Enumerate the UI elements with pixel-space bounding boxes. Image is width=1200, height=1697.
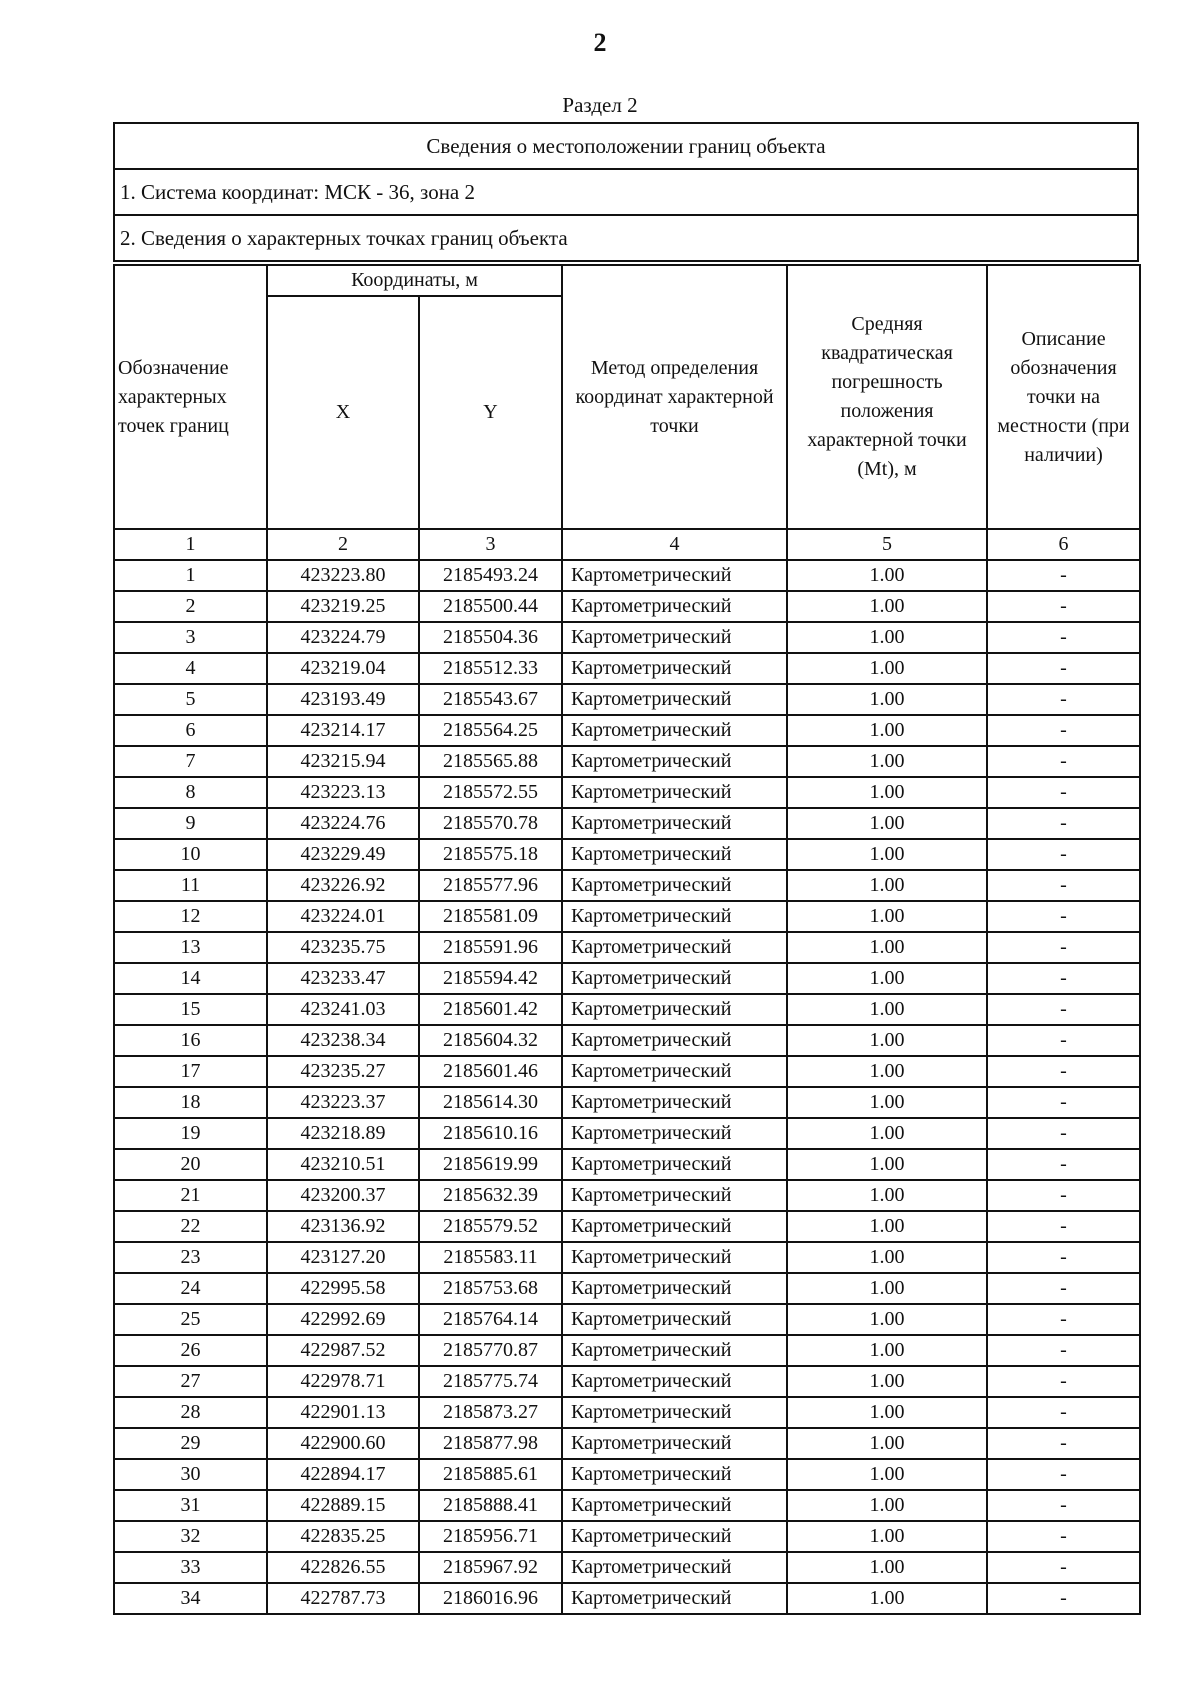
y-coordinate-cell: 2185888.41 xyxy=(419,1490,562,1521)
table-row xyxy=(114,1211,1140,1242)
description-cell: - xyxy=(987,653,1140,684)
accuracy-cell: 1.00 xyxy=(787,715,987,746)
x-coordinate-cell: 423223.80 xyxy=(267,560,419,591)
page-number: 2 xyxy=(593,28,607,57)
y-coordinate-cell: 2185619.99 xyxy=(419,1149,562,1180)
method-cell: Картометрический xyxy=(562,963,787,994)
y-coordinate-cell: 2185591.96 xyxy=(419,932,562,963)
accuracy-cell: 1.00 xyxy=(787,1397,987,1428)
method-cell: Картометрический xyxy=(562,1242,787,1273)
accuracy-cell: 1.00 xyxy=(787,560,987,591)
accuracy-cell: 1.00 xyxy=(787,653,987,684)
table-row xyxy=(114,808,1140,839)
accuracy-cell: 1.00 xyxy=(787,1273,987,1304)
y-coordinate-cell: 2185543.67 xyxy=(419,684,562,715)
method-cell: Картометрический xyxy=(562,1428,787,1459)
description-cell: - xyxy=(987,684,1140,715)
point-number-cell: 28 xyxy=(114,1397,267,1428)
table-row xyxy=(114,870,1140,901)
method-cell: Картометрический xyxy=(562,1211,787,1242)
description-cell: - xyxy=(987,994,1140,1025)
table-row xyxy=(114,1056,1140,1087)
boundary-points-table xyxy=(113,264,1141,1615)
method-cell: Картометрический xyxy=(562,777,787,808)
boundaries-heading: Сведения о местоположении границ объекта xyxy=(115,124,1137,170)
x-coordinate-cell: 423219.25 xyxy=(267,591,419,622)
y-coordinate-cell: 2185885.61 xyxy=(419,1459,562,1490)
table-row xyxy=(114,684,1140,715)
y-coordinate-cell: 2185604.32 xyxy=(419,1025,562,1056)
x-coordinate-cell: 423224.79 xyxy=(267,622,419,653)
description-cell: - xyxy=(987,870,1140,901)
method-cell: Картометрический xyxy=(562,560,787,591)
header-y: Y xyxy=(419,296,562,529)
x-coordinate-cell: 422826.55 xyxy=(267,1552,419,1583)
accuracy-cell: 1.00 xyxy=(787,932,987,963)
point-number-cell: 12 xyxy=(114,901,267,932)
description-cell: - xyxy=(987,591,1140,622)
method-cell: Картометрический xyxy=(562,1087,787,1118)
accuracy-cell: 1.00 xyxy=(787,808,987,839)
y-coordinate-cell: 2185877.98 xyxy=(419,1428,562,1459)
point-number-cell: 5 xyxy=(114,684,267,715)
method-cell: Картометрический xyxy=(562,1583,787,1614)
method-cell: Картометрический xyxy=(562,870,787,901)
y-coordinate-cell: 2185594.42 xyxy=(419,963,562,994)
point-number-cell: 9 xyxy=(114,808,267,839)
x-coordinate-cell: 423200.37 xyxy=(267,1180,419,1211)
description-cell: - xyxy=(987,622,1140,653)
accuracy-cell: 1.00 xyxy=(787,963,987,994)
accuracy-cell: 1.00 xyxy=(787,1211,987,1242)
x-coordinate-cell: 422894.17 xyxy=(267,1459,419,1490)
x-coordinate-cell: 422900.60 xyxy=(267,1428,419,1459)
point-number-cell: 29 xyxy=(114,1428,267,1459)
y-coordinate-cell: 2185493.24 xyxy=(419,560,562,591)
column-number-row xyxy=(114,529,1140,560)
x-coordinate-cell: 422987.52 xyxy=(267,1335,419,1366)
point-number-cell: 17 xyxy=(114,1056,267,1087)
x-coordinate-cell: 422992.69 xyxy=(267,1304,419,1335)
table-row xyxy=(114,1304,1140,1335)
x-coordinate-cell: 423223.37 xyxy=(267,1087,419,1118)
accuracy-cell: 1.00 xyxy=(787,994,987,1025)
table-row xyxy=(114,1273,1140,1304)
point-number-cell: 31 xyxy=(114,1490,267,1521)
y-coordinate-cell: 2185577.96 xyxy=(419,870,562,901)
point-number-cell: 19 xyxy=(114,1118,267,1149)
accuracy-cell: 1.00 xyxy=(787,1149,987,1180)
table-row xyxy=(114,1180,1140,1211)
x-coordinate-cell: 423127.20 xyxy=(267,1242,419,1273)
points-table-body xyxy=(114,560,1140,1614)
description-cell: - xyxy=(987,1273,1140,1304)
header-coordinates-group: Координаты, м xyxy=(267,265,562,296)
table-row xyxy=(114,1087,1140,1118)
table-row xyxy=(114,839,1140,870)
x-coordinate-cell: 423229.49 xyxy=(267,839,419,870)
points-heading: 2. Сведения о характерных точках границ объекта xyxy=(115,216,1137,262)
header-point-label: Обозначение характерных точек границ xyxy=(114,265,267,529)
table-row xyxy=(114,715,1140,746)
method-cell: Картометрический xyxy=(562,1335,787,1366)
table-row xyxy=(114,963,1140,994)
table-row xyxy=(114,1428,1140,1459)
table-row xyxy=(114,1149,1140,1180)
y-coordinate-cell: 2185775.74 xyxy=(419,1366,562,1397)
y-coordinate-cell: 2185583.11 xyxy=(419,1242,562,1273)
method-cell: Картометрический xyxy=(562,932,787,963)
y-coordinate-cell: 2185564.25 xyxy=(419,715,562,746)
description-cell: - xyxy=(987,1366,1140,1397)
point-number-cell: 16 xyxy=(114,1025,267,1056)
header-method: Метод определения координат характерной точки xyxy=(562,265,787,529)
header-x: X xyxy=(267,296,419,529)
method-cell: Картометрический xyxy=(562,1397,787,1428)
point-number-cell: 15 xyxy=(114,994,267,1025)
x-coordinate-cell: 423235.27 xyxy=(267,1056,419,1087)
description-cell: - xyxy=(987,1180,1140,1211)
y-coordinate-cell: 2185579.52 xyxy=(419,1211,562,1242)
point-number-cell: 11 xyxy=(114,870,267,901)
point-number-cell: 33 xyxy=(114,1552,267,1583)
accuracy-cell: 1.00 xyxy=(787,1366,987,1397)
accuracy-cell: 1.00 xyxy=(787,870,987,901)
accuracy-cell: 1.00 xyxy=(787,1428,987,1459)
description-cell: - xyxy=(987,963,1140,994)
point-number-cell: 6 xyxy=(114,715,267,746)
table-row xyxy=(114,1335,1140,1366)
y-coordinate-cell: 2185601.42 xyxy=(419,994,562,1025)
y-coordinate-cell: 2186016.96 xyxy=(419,1583,562,1614)
y-coordinate-cell: 2185632.39 xyxy=(419,1180,562,1211)
y-coordinate-cell: 2185565.88 xyxy=(419,746,562,777)
method-cell: Картометрический xyxy=(562,1304,787,1335)
x-coordinate-cell: 423210.51 xyxy=(267,1149,419,1180)
x-coordinate-cell: 422995.58 xyxy=(267,1273,419,1304)
description-cell: - xyxy=(987,777,1140,808)
accuracy-cell: 1.00 xyxy=(787,591,987,622)
accuracy-cell: 1.00 xyxy=(787,1180,987,1211)
point-number-cell: 2 xyxy=(114,591,267,622)
method-cell: Картометрический xyxy=(562,684,787,715)
method-cell: Картометрический xyxy=(562,1273,787,1304)
method-cell: Картометрический xyxy=(562,1025,787,1056)
table-row xyxy=(114,560,1140,591)
point-number-cell: 32 xyxy=(114,1521,267,1552)
y-coordinate-cell: 2185967.92 xyxy=(419,1552,562,1583)
table-row xyxy=(114,1459,1140,1490)
table-row xyxy=(114,1025,1140,1056)
method-cell: Картометрический xyxy=(562,994,787,1025)
description-cell: - xyxy=(987,808,1140,839)
description-cell: - xyxy=(987,1335,1140,1366)
description-cell: - xyxy=(987,746,1140,777)
description-cell: - xyxy=(987,1490,1140,1521)
description-cell: - xyxy=(987,715,1140,746)
y-coordinate-cell: 2185512.33 xyxy=(419,653,562,684)
description-cell: - xyxy=(987,560,1140,591)
x-coordinate-cell: 423238.34 xyxy=(267,1025,419,1056)
column-number: 1 xyxy=(114,529,267,560)
point-number-cell: 8 xyxy=(114,777,267,808)
accuracy-cell: 1.00 xyxy=(787,1304,987,1335)
point-number-cell: 1 xyxy=(114,560,267,591)
description-cell: - xyxy=(987,1149,1140,1180)
header-accuracy: Средняя квадратическая погрешность положения характерной точки (Mt), м xyxy=(787,265,987,529)
accuracy-cell: 1.00 xyxy=(787,839,987,870)
table-row xyxy=(114,1552,1140,1583)
y-coordinate-cell: 2185610.16 xyxy=(419,1118,562,1149)
description-cell: - xyxy=(987,1304,1140,1335)
table-row xyxy=(114,591,1140,622)
accuracy-cell: 1.00 xyxy=(787,1118,987,1149)
accuracy-cell: 1.00 xyxy=(787,901,987,932)
accuracy-cell: 1.00 xyxy=(787,684,987,715)
accuracy-cell: 1.00 xyxy=(787,1521,987,1552)
point-number-cell: 27 xyxy=(114,1366,267,1397)
method-cell: Картометрический xyxy=(562,653,787,684)
y-coordinate-cell: 2185504.36 xyxy=(419,622,562,653)
description-cell: - xyxy=(987,1552,1140,1583)
method-cell: Картометрический xyxy=(562,591,787,622)
point-number-cell: 30 xyxy=(114,1459,267,1490)
y-coordinate-cell: 2185753.68 xyxy=(419,1273,562,1304)
y-coordinate-cell: 2185575.18 xyxy=(419,839,562,870)
accuracy-cell: 1.00 xyxy=(787,1087,987,1118)
description-cell: - xyxy=(987,1087,1140,1118)
point-number-cell: 25 xyxy=(114,1304,267,1335)
table-row xyxy=(114,901,1140,932)
description-cell: - xyxy=(987,1118,1140,1149)
table-row xyxy=(114,1490,1140,1521)
description-cell: - xyxy=(987,1428,1140,1459)
point-number-cell: 22 xyxy=(114,1211,267,1242)
table-row xyxy=(114,1366,1140,1397)
description-cell: - xyxy=(987,1583,1140,1614)
accuracy-cell: 1.00 xyxy=(787,1056,987,1087)
accuracy-cell: 1.00 xyxy=(787,1552,987,1583)
x-coordinate-cell: 422889.15 xyxy=(267,1490,419,1521)
y-coordinate-cell: 2185770.87 xyxy=(419,1335,562,1366)
point-number-cell: 10 xyxy=(114,839,267,870)
x-coordinate-cell: 423224.01 xyxy=(267,901,419,932)
x-coordinate-cell: 422835.25 xyxy=(267,1521,419,1552)
column-number: 2 xyxy=(267,529,419,560)
x-coordinate-cell: 422978.71 xyxy=(267,1366,419,1397)
table-row xyxy=(114,994,1140,1025)
method-cell: Картометрический xyxy=(562,1552,787,1583)
point-number-cell: 20 xyxy=(114,1149,267,1180)
x-coordinate-cell: 423223.13 xyxy=(267,777,419,808)
point-number-cell: 13 xyxy=(114,932,267,963)
y-coordinate-cell: 2185614.30 xyxy=(419,1087,562,1118)
x-coordinate-cell: 423219.04 xyxy=(267,653,419,684)
description-cell: - xyxy=(987,932,1140,963)
table-row xyxy=(114,1397,1140,1428)
point-number-cell: 34 xyxy=(114,1583,267,1614)
description-cell: - xyxy=(987,1459,1140,1490)
table-row xyxy=(114,932,1140,963)
table-row xyxy=(114,653,1140,684)
method-cell: Картометрический xyxy=(562,1459,787,1490)
table-row xyxy=(114,1242,1140,1273)
point-number-cell: 4 xyxy=(114,653,267,684)
x-coordinate-cell: 423226.92 xyxy=(267,870,419,901)
description-cell: - xyxy=(987,839,1140,870)
point-number-cell: 7 xyxy=(114,746,267,777)
accuracy-cell: 1.00 xyxy=(787,1025,987,1056)
x-coordinate-cell: 423235.75 xyxy=(267,932,419,963)
y-coordinate-cell: 2185570.78 xyxy=(419,808,562,839)
x-coordinate-cell: 423193.49 xyxy=(267,684,419,715)
method-cell: Картометрический xyxy=(562,1149,787,1180)
table-row xyxy=(114,1583,1140,1614)
column-number: 3 xyxy=(419,529,562,560)
column-number: 5 xyxy=(787,529,987,560)
accuracy-cell: 1.00 xyxy=(787,1459,987,1490)
description-cell: - xyxy=(987,1211,1140,1242)
accuracy-cell: 1.00 xyxy=(787,746,987,777)
table-row xyxy=(114,746,1140,777)
x-coordinate-cell: 423215.94 xyxy=(267,746,419,777)
object-info-box xyxy=(113,122,1139,262)
accuracy-cell: 1.00 xyxy=(787,1583,987,1614)
accuracy-cell: 1.00 xyxy=(787,777,987,808)
point-number-cell: 3 xyxy=(114,622,267,653)
method-cell: Картометрический xyxy=(562,1366,787,1397)
coordinate-system: 1. Система координат: МСК - 36, зона 2 xyxy=(115,170,1137,216)
point-number-cell: 14 xyxy=(114,963,267,994)
table-row xyxy=(114,1521,1140,1552)
description-cell: - xyxy=(987,1397,1140,1428)
method-cell: Картометрический xyxy=(562,1180,787,1211)
method-cell: Картометрический xyxy=(562,901,787,932)
accuracy-cell: 1.00 xyxy=(787,1335,987,1366)
y-coordinate-cell: 2185581.09 xyxy=(419,901,562,932)
x-coordinate-cell: 423233.47 xyxy=(267,963,419,994)
column-number: 4 xyxy=(562,529,787,560)
method-cell: Картометрический xyxy=(562,1521,787,1552)
method-cell: Картометрический xyxy=(562,746,787,777)
description-cell: - xyxy=(987,1025,1140,1056)
method-cell: Картометрический xyxy=(562,1490,787,1521)
description-cell: - xyxy=(987,901,1140,932)
y-coordinate-cell: 2185873.27 xyxy=(419,1397,562,1428)
description-cell: - xyxy=(987,1521,1140,1552)
method-cell: Картометрический xyxy=(562,622,787,653)
column-number: 6 xyxy=(987,529,1140,560)
x-coordinate-cell: 423241.03 xyxy=(267,994,419,1025)
header-description: Описание обозначения точки на местности (при наличии) xyxy=(987,265,1140,529)
accuracy-cell: 1.00 xyxy=(787,1490,987,1521)
point-number-cell: 24 xyxy=(114,1273,267,1304)
x-coordinate-cell: 422787.73 xyxy=(267,1583,419,1614)
method-cell: Картометрический xyxy=(562,715,787,746)
y-coordinate-cell: 2185764.14 xyxy=(419,1304,562,1335)
x-coordinate-cell: 422901.13 xyxy=(267,1397,419,1428)
y-coordinate-cell: 2185601.46 xyxy=(419,1056,562,1087)
y-coordinate-cell: 2185572.55 xyxy=(419,777,562,808)
method-cell: Картометрический xyxy=(562,1118,787,1149)
x-coordinate-cell: 423214.17 xyxy=(267,715,419,746)
x-coordinate-cell: 423218.89 xyxy=(267,1118,419,1149)
point-number-cell: 23 xyxy=(114,1242,267,1273)
x-coordinate-cell: 423224.76 xyxy=(267,808,419,839)
table-row xyxy=(114,622,1140,653)
accuracy-cell: 1.00 xyxy=(787,622,987,653)
x-coordinate-cell: 423136.92 xyxy=(267,1211,419,1242)
method-cell: Картометрический xyxy=(562,839,787,870)
table-row xyxy=(114,777,1140,808)
description-cell: - xyxy=(987,1242,1140,1273)
y-coordinate-cell: 2185956.71 xyxy=(419,1521,562,1552)
table-row xyxy=(114,1118,1140,1149)
point-number-cell: 18 xyxy=(114,1087,267,1118)
method-cell: Картометрический xyxy=(562,808,787,839)
point-number-cell: 26 xyxy=(114,1335,267,1366)
point-number-cell: 21 xyxy=(114,1180,267,1211)
accuracy-cell: 1.00 xyxy=(787,1242,987,1273)
y-coordinate-cell: 2185500.44 xyxy=(419,591,562,622)
section-title: Раздел 2 xyxy=(562,93,638,117)
method-cell: Картометрический xyxy=(562,1056,787,1087)
description-cell: - xyxy=(987,1056,1140,1087)
